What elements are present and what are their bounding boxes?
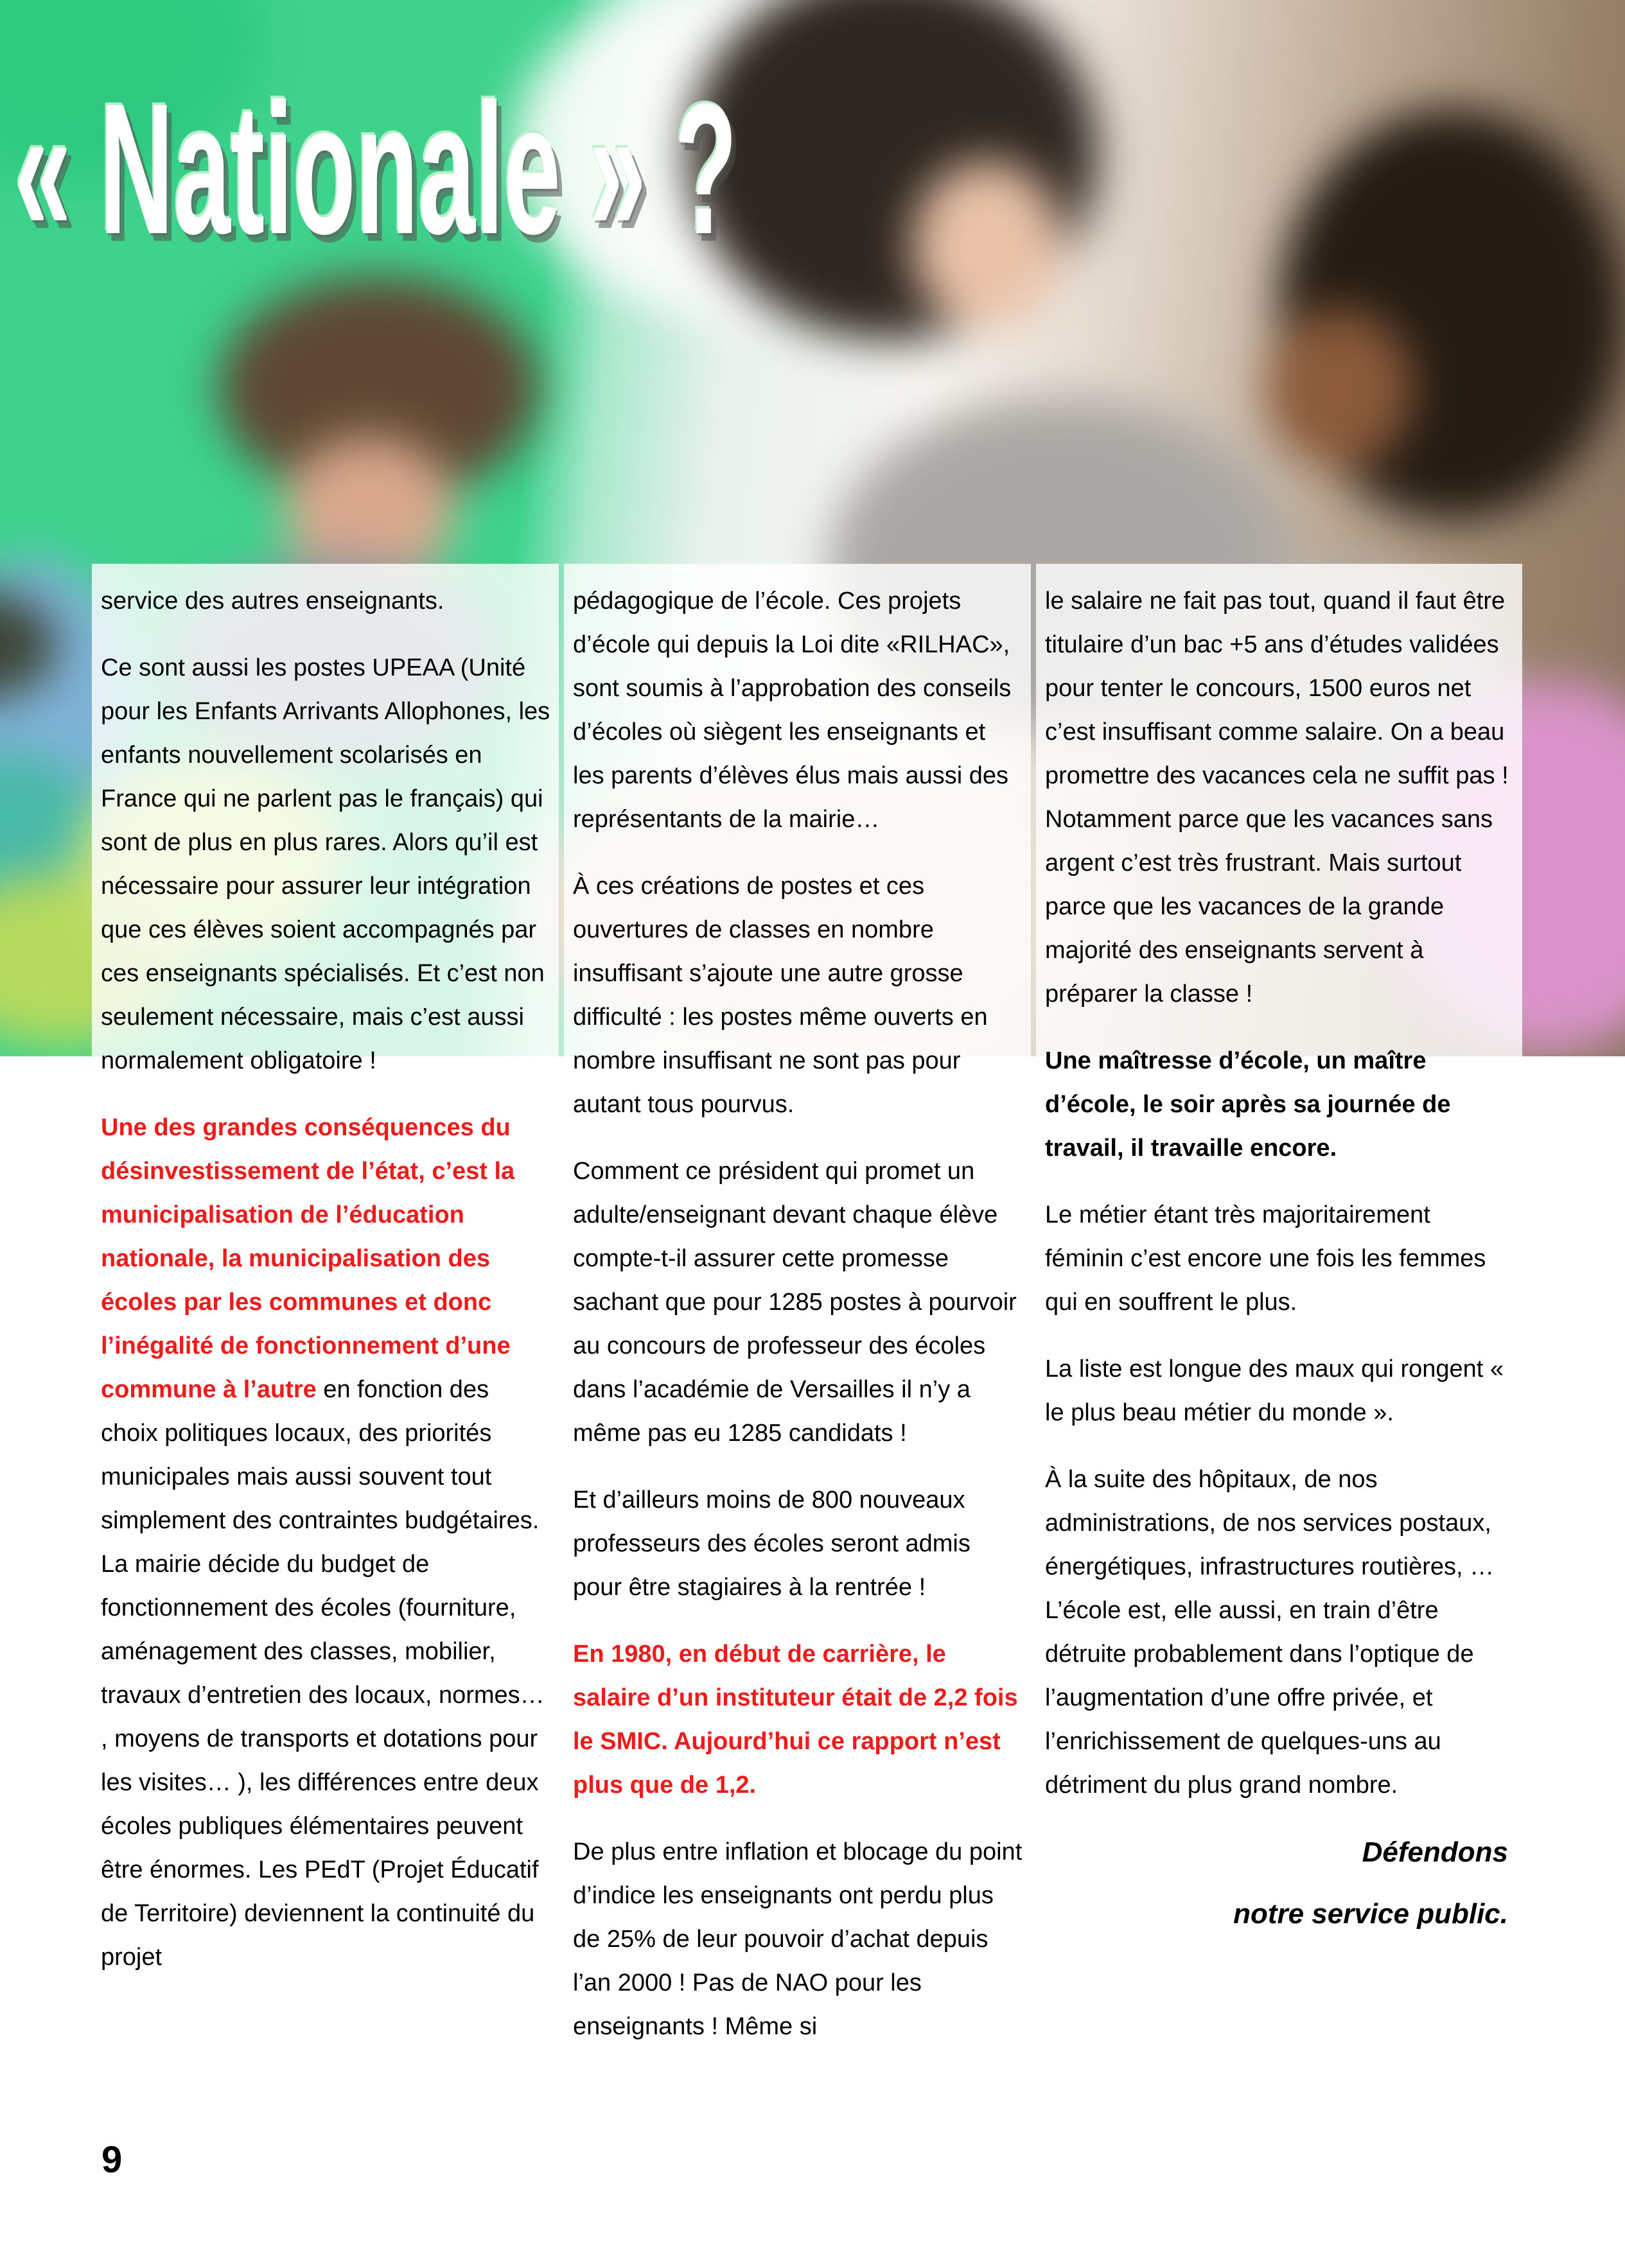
paragraph	[573, 579, 1023, 841]
text-run: Et d’ailleurs moins de 800 nouveaux professeurs des écoles seront admis pour être stagiaires à la rentrée !	[573, 1487, 971, 1601]
paragraph	[1045, 1892, 1508, 1937]
text-run: Le métier étant très majoritairement féminin c’est encore une fois les femmes qui en souffrent le plus.	[1045, 1201, 1486, 1316]
text-column-3	[1036, 564, 1522, 1956]
text-run: notre service public.	[1233, 1898, 1508, 1930]
paragraph	[1045, 1193, 1515, 1324]
paragraph	[1045, 1347, 1515, 1435]
text-column-2	[564, 564, 1031, 2068]
page-title: « Nationale » ?	[14, 65, 737, 273]
text-run: En 1980, en début de carrière, le salaire d’un instituteur était de 2,2 fois le SMIC. Aujourd’hui ce rapport n’est plus que de 1,2.	[573, 1641, 1018, 1799]
text-run: service des autres enseignants.	[101, 588, 444, 615]
text-run: À la suite des hôpitaux, de nos administrations, de nos services postaux, énergétiques, infrastructures routières, … L’école est, elle aussi, en train d’être détruite probablement dans l’optique de l’augmentation d’une offre privée, et l’enrichissement de quelques-uns au détriment du plus grand nombre.	[1045, 1466, 1495, 1799]
paragraph	[101, 579, 551, 623]
paragraph	[101, 1106, 551, 1979]
photo-child-right-face	[1265, 308, 1413, 469]
text-run: À ces créations de postes et ces ouvertures de classes en nombre insuffisant s’ajoute une autre grosse difficulté : les postes même ouverts en nombre insuffisant ne sont pas pour autant tous pourvus.	[573, 873, 988, 1118]
paragraph	[573, 1830, 1023, 2048]
text-run: Une maîtresse d’école, un maître d’école, le soir après sa journée de travail, il travaille encore.	[1045, 1047, 1451, 1162]
page-number: 9	[101, 2139, 123, 2181]
text-run: De plus entre inflation et blocage du point d’indice les enseignants ont perdu plus de 25% de leur pouvoir d’achat depuis l’an 2000 ! Pas de NAO pour les enseignants ! Même si	[573, 1838, 1023, 2040]
text-run: pédagogique de l’école. Ces projets d’école qui depuis la Loi dite «RILHAC», sont soumis à l’approbation des conseils d’écoles où siègent les enseignants et les parents d’élèves élus mais aussi des représentants de la mairie…	[573, 588, 1012, 833]
text-run: Ce sont aussi les postes UPEAA (Unité pour les Enfants Arrivants Allophones, les enfants nouvellement scolarisés en France qui ne parlent pas le français) qui sont de plus en plus rares. Alors qu’il est nécessaire pour assurer leur intégration que ces élèves soient accompagnés par ces enseignants spécialisés. Et c’est non seulement nécessaire, mais c’est aussi normalement obligatoire !	[101, 654, 550, 1074]
paragraph	[101, 646, 551, 1083]
paragraph	[573, 1149, 1023, 1455]
text-run: le salaire ne fait pas tout, quand il faut être titulaire d’un bac +5 ans d’études validées pour tenter le concours, 1500 euros net c’est insuffisant comme salaire. On a beau promettre des vacances cela ne suffit pas ! Notamment parce que les vacances sans argent c’est très frustrant. Mais surtout parce que les vacances de la grande majorité des enseignants servent à préparer la classe !	[1045, 588, 1509, 1008]
text-run: La liste est longue des maux qui rongent « le plus beau métier du monde ».	[1045, 1356, 1504, 1426]
paragraph	[1045, 1458, 1515, 1807]
text-run: Défendons	[1362, 1836, 1508, 1868]
paragraph	[573, 1632, 1023, 1807]
text-column-1	[92, 564, 559, 1998]
text-run: Comment ce président qui promet un adulte/enseignant devant chaque élève compte-t-il assurer cette promesse sachant que pour 1285 postes à pourvoir au concours de professeur des écoles dans l’académie de Versailles il n’y a même pas eu 1285 candidats !	[573, 1158, 1017, 1447]
paragraph	[1045, 1830, 1508, 1875]
paragraph	[573, 1478, 1023, 1609]
photo-teacher-face	[912, 161, 1063, 331]
text-run: en fonction des choix politiques locaux, des priorités municipales mais aussi souvent tout simplement des contraintes budgétaires. La mairie décide du budget de fonctionnement des écoles (fourniture, aménagement des classes, mobilier, travaux d’entretien des locaux, normes… , moyens de transports et dotations pour les visites… ), les différences entre deux écoles publiques élémentaires peuvent être énormes. Les PEdT (Projet Éducatif de Territoire) deviennent la continuité du projet	[101, 1376, 545, 1971]
paragraph	[1045, 1039, 1515, 1170]
text-run: Une des grandes conséquences du désinvestissement de l’état, c’est la municipalisation de l’éducation nationale, la municipalisation des écoles par les communes et donc l’inégalité de fonctionnement d’une commune à l’autre	[101, 1114, 515, 1403]
paragraph	[1045, 579, 1515, 1016]
paragraph	[573, 864, 1023, 1126]
